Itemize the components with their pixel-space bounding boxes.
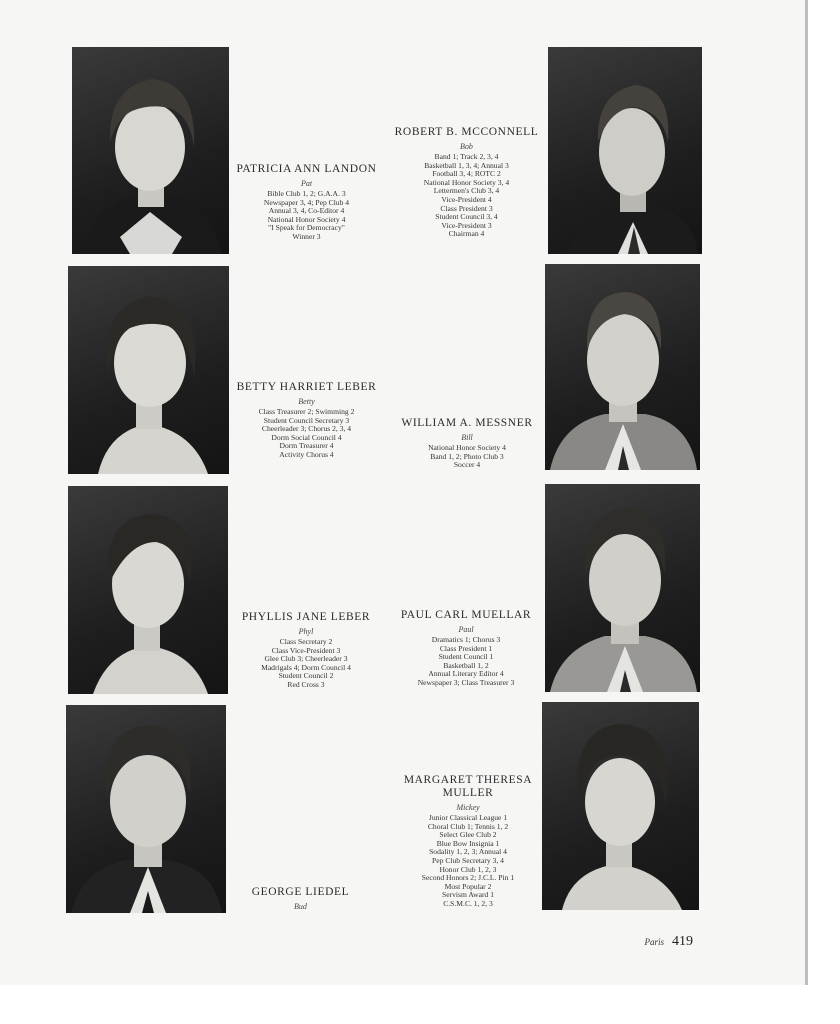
entry-phyllis-leber [222,611,390,690]
activity-line: Basketball 1, 2 [443,660,489,670]
entry-betty-leber [224,381,389,460]
student-name: MARGARET THERESA MULLER [403,774,533,799]
activity-line: Sodality 1, 2, 3; Annual 4 [429,847,507,857]
activity-line: C.S.M.C. 1, 2, 3 [443,898,493,908]
activity-line: Class President 1 [439,643,493,653]
school-name: Paris [644,937,664,947]
activity-line: Honor Club 1, 2, 3 [439,864,497,874]
activity-line: Soccer 4 [453,460,481,470]
entry-margaret-muller [383,774,553,909]
page-footer [644,934,693,950]
portrait-patricia-landon [72,47,229,254]
student-nickname: Bud [294,902,307,911]
activity-line: Winner 3 [292,231,321,241]
activity-line: Junior Classical League 1 [428,813,508,822]
activity-list [224,408,389,460]
activity-line: Chairman 4 [448,229,485,239]
activity-list [384,153,549,239]
student-nickname: Bill [461,433,473,442]
portrait-margaret-muller [542,702,699,910]
activity-line: Vice-President 3 [441,220,492,230]
activity-list [222,638,390,690]
activity-list [224,190,389,242]
activity-line: Class Vice-President 3 [271,645,341,655]
entry-robert-mcconnell [384,126,549,239]
activity-line: Student Council 3, 4 [435,212,498,222]
activity-line: Band 1, 2; Photo Club 3 [430,451,504,461]
student-name: PHYLLIS JANE LEBER [241,611,371,623]
activity-line: Blue Bow Insignia 1 [436,838,500,848]
activity-line: Pep Club Secretary 3, 4 [432,855,504,865]
student-name: ROBERT B. MCCONNELL [394,126,539,138]
activity-list [380,636,552,688]
entry-george-liedel [218,886,383,912]
activity-list [382,444,552,470]
portrait-george-liedel [66,705,226,913]
activity-line: Bible Club 1, 2; G.A.A. 3 [267,189,346,198]
student-nickname: Pat [300,179,313,188]
activity-line: Dramatics 1; Chorus 3 [431,635,501,644]
activity-line: Annual 3, 4, Co-Editor 4 [268,206,345,216]
activity-list [383,814,553,909]
activity-line: Cheerleader 3; Chorus 2, 3, 4 [261,424,352,434]
activity-line: Red Cross 3 [287,679,325,689]
activity-line: "I Speak for Democracy" [268,223,345,233]
entry-paul-muellar [380,609,552,688]
activity-line: Select Glee Club 2 [439,830,497,840]
student-name: BETTY HARRIET LEBER [236,381,377,393]
entry-william-messner [382,417,552,470]
student-nickname: Mickey [456,803,480,812]
activity-line: Newspaper 3; Class Treasurer 3 [417,677,515,687]
student-nickname: Phyl [298,627,314,636]
activity-line: Vice-President 4 [441,194,492,204]
activity-line: Glee Club 3; Cheerleader 3 [264,654,348,664]
activity-line: Activity Chorus 4 [279,449,334,459]
entry-patricia-landon [224,163,389,242]
activity-line: Annual Literary Editor 4 [428,669,504,679]
activity-line: Class President 3 [440,203,493,213]
activity-line: National Honor Society 4 [267,214,346,224]
activity-line: Student Council Secretary 3 [263,415,350,425]
page-number: 419 [672,934,693,949]
activity-line: Second Honors 2; J.C.L. Pin 1 [421,873,515,883]
activity-line: Basketball 1, 3, 4; Annual 3 [424,160,509,170]
activity-line: Newspaper 3, 4; Pep Club 4 [263,197,350,207]
activity-line: Lettermen's Club 3, 4 [433,186,500,196]
portrait-robert-mcconnell [548,47,702,254]
activity-line: Dorm Social Council 4 [271,432,342,442]
activity-line: Student Council 2 [278,671,334,681]
student-name: WILLIAM A. MESSNER [401,417,533,429]
student-nickname: Paul [458,625,474,634]
portrait-william-messner [545,264,700,470]
activity-line: Band 1; Track 2, 3, 4 [434,152,499,161]
portrait-phyllis-leber [68,486,228,694]
activity-line: National Honor Society 4 [428,443,506,452]
activity-line: Choral Club 1; Tennis 1, 2 [427,821,509,831]
student-nickname: Bob [460,142,473,151]
student-nickname: Betty [298,397,315,406]
student-name: PAUL CARL MUELLAR [400,609,532,621]
activity-line: Class Secretary 2 [279,637,333,646]
activity-line: Class Treasurer 2; Swimming 2 [258,407,355,416]
student-name: PATRICIA ANN LANDON [236,163,377,175]
portrait-betty-leber [68,266,229,474]
activity-line: National Honor Society 3, 4 [423,177,510,187]
activity-line: Madrigals 4; Dorm Council 4 [261,662,351,672]
student-name: GEORGE LIEDEL [251,886,350,898]
activity-line: Servism Award 1 [441,890,495,900]
activity-line: Dorm Treasurer 4 [279,441,334,451]
portrait-paul-muellar [545,484,700,692]
activity-line: Student Council 1 [438,652,494,662]
activity-line: Football 3, 4; ROTC 2 [432,169,501,179]
activity-line: Most Popular 2 [444,881,492,891]
